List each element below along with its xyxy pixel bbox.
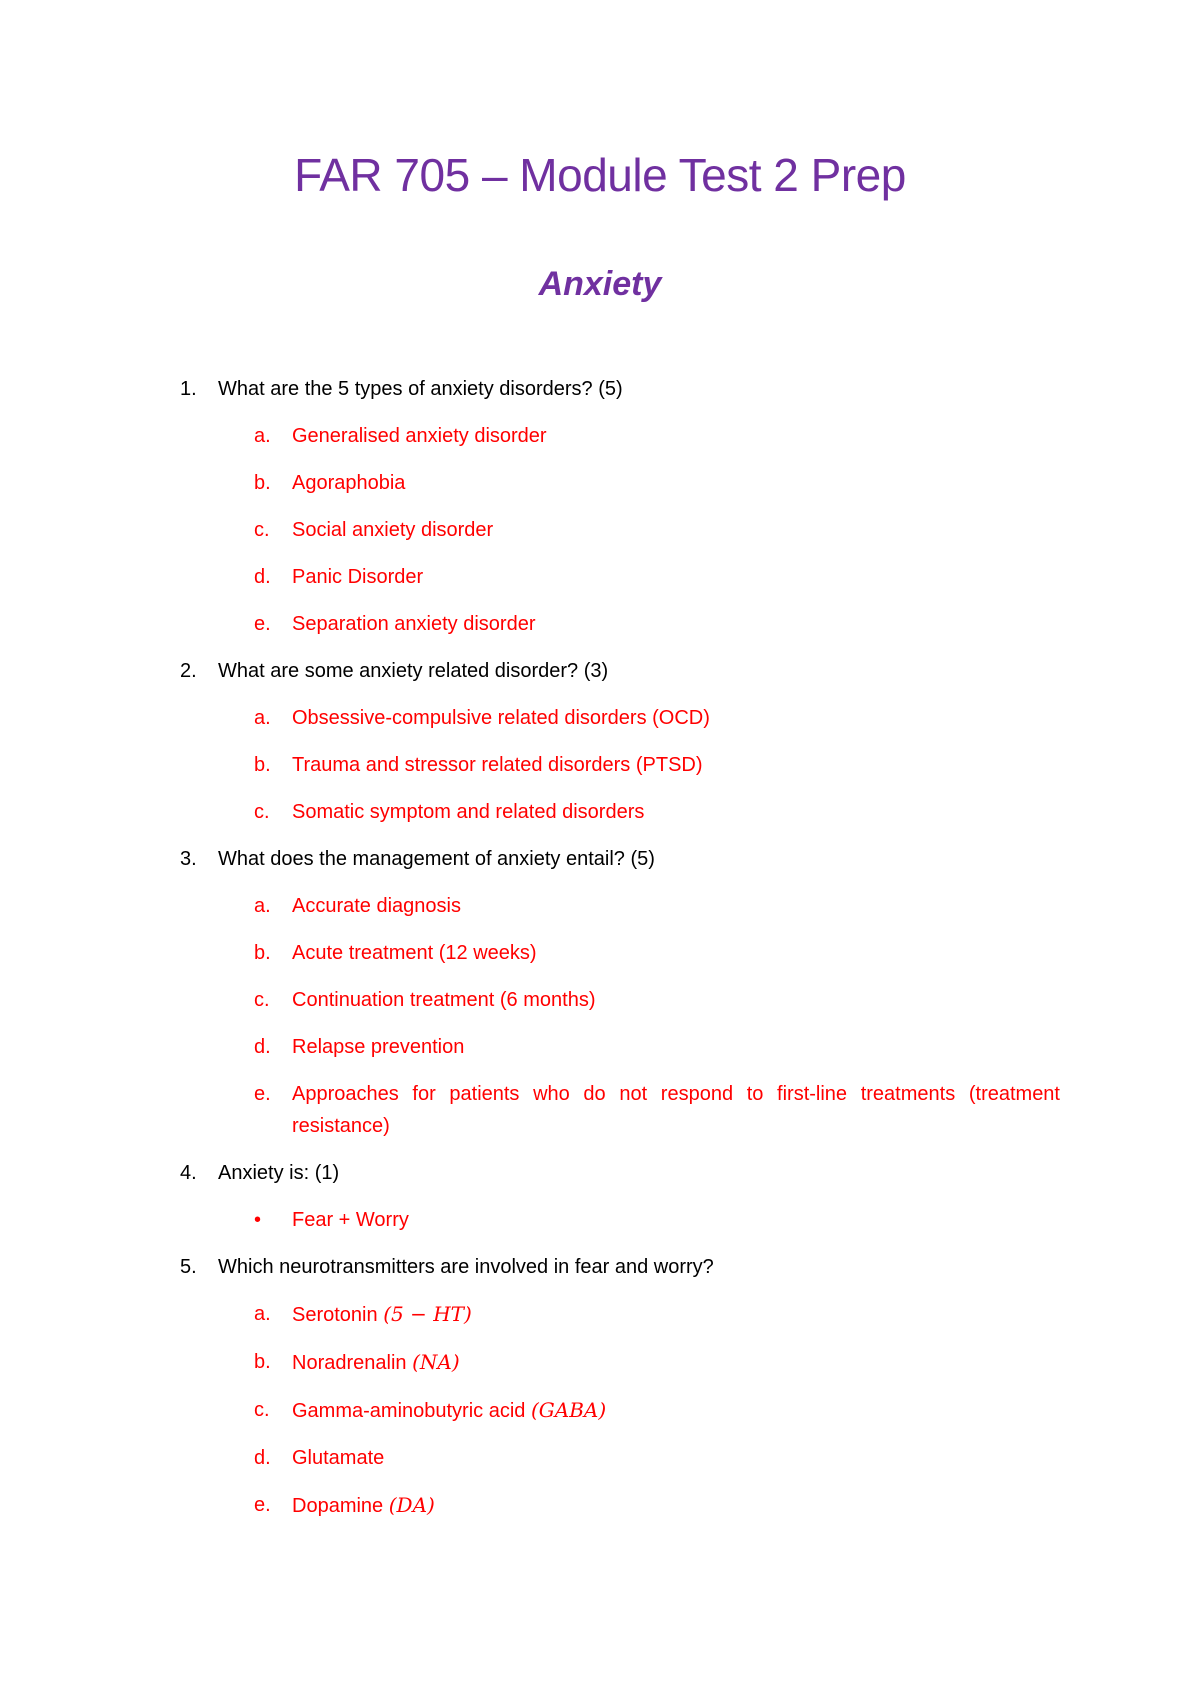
answer-text: Obsessive-compulsive related disorders (OCD) (292, 707, 710, 729)
question-number: 4. (180, 1162, 197, 1184)
question-number: 3. (180, 848, 197, 870)
answer-marker: a. (254, 1303, 271, 1325)
answer-item (180, 702, 1060, 734)
answer-marker: c. (254, 519, 270, 541)
answer-marker: c. (254, 989, 270, 1011)
answer-marker: a. (254, 425, 271, 447)
answer-item (180, 796, 1060, 828)
answer-item (180, 984, 1060, 1016)
answer-text: Serotonin (292, 1304, 378, 1326)
answer-list (180, 420, 1060, 640)
answer-list (180, 890, 1060, 1142)
answer-item (180, 937, 1060, 969)
answer-item (180, 608, 1060, 640)
answer-marker: b. (254, 1351, 271, 1373)
answer-marker: b. (254, 472, 271, 494)
math-notation: (NA) (412, 1350, 460, 1374)
answer-item (180, 1298, 1060, 1331)
answer-item (180, 1204, 1060, 1236)
answer-text: Generalised anxiety disorder (292, 425, 547, 447)
answer-item (180, 1442, 1060, 1474)
answer-text: Panic Disorder (292, 566, 424, 588)
answer-text: Relapse prevention (292, 1036, 465, 1058)
answer-item (180, 420, 1060, 452)
answer-marker: e. (254, 1494, 271, 1516)
question-text: What are some anxiety related disorder? (3) (218, 660, 609, 682)
answer-text: Gamma-aminobutyric acid (292, 1400, 526, 1422)
answer-text: Approaches for patients who do not respond to first-line treatments (treatment resistance) (292, 1083, 1060, 1137)
answer-text: Accurate diagnosis (292, 895, 461, 917)
answer-item (180, 1394, 1060, 1427)
answer-marker: d. (254, 566, 271, 588)
answer-text: Glutamate (292, 1447, 385, 1469)
answer-marker: c. (254, 1399, 270, 1421)
answer-text: Somatic symptom and related disorders (292, 801, 645, 823)
answer-item (180, 1346, 1060, 1379)
math-notation: (GABA) (530, 1398, 607, 1422)
answer-text: Social anxiety disorder (292, 519, 494, 541)
answer-item (180, 1078, 1060, 1142)
answer-item (180, 1031, 1060, 1063)
answer-marker: a. (254, 895, 271, 917)
answer-item (180, 1489, 1060, 1522)
question-item (180, 655, 1060, 828)
answer-marker: b. (254, 754, 271, 776)
question-list (180, 373, 1060, 1537)
question-item (180, 1157, 1060, 1236)
answer-text: Acute treatment (12 weeks) (292, 942, 537, 964)
question-item (180, 1251, 1060, 1522)
answer-item (180, 890, 1060, 922)
answer-list (180, 1298, 1060, 1522)
answer-marker: e. (254, 613, 271, 635)
answer-marker: e. (254, 1083, 271, 1105)
question-text: What does the management of anxiety entail? (5) (218, 848, 655, 870)
question-text: What are the 5 types of anxiety disorders? (5) (218, 378, 623, 400)
answer-item (180, 749, 1060, 781)
math-notation: (5 − HT) (383, 1302, 472, 1326)
math-notation: (DA) (388, 1493, 435, 1517)
page-title: FAR 705 – Module Test 2 Prep (294, 149, 906, 201)
question-text: Anxiety is: (1) (218, 1162, 340, 1184)
question-item (180, 373, 1060, 640)
answer-marker: b. (254, 942, 271, 964)
answer-text: Agoraphobia (292, 472, 406, 494)
answer-text: Continuation treatment (6 months) (292, 989, 596, 1011)
answer-text: Dopamine (292, 1495, 384, 1517)
answer-text: Noradrenalin (292, 1352, 407, 1374)
answer-list (180, 702, 1060, 828)
answer-marker: d. (254, 1036, 271, 1058)
question-number: 5. (180, 1256, 197, 1278)
question-item (180, 843, 1060, 1142)
answer-text: Separation anxiety disorder (292, 613, 536, 635)
answer-list (180, 1204, 1060, 1236)
answer-text: Trauma and stressor related disorders (PTSD) (292, 754, 703, 776)
answer-marker: c. (254, 801, 270, 823)
question-number: 1. (180, 378, 197, 400)
answer-item (180, 561, 1060, 593)
question-text: Which neurotransmitters are involved in fear and worry? (218, 1256, 714, 1278)
section-heading: Anxiety (538, 265, 662, 303)
answer-item (180, 514, 1060, 546)
answer-marker: a. (254, 707, 271, 729)
question-number: 2. (180, 660, 197, 682)
answer-marker: d. (254, 1447, 271, 1469)
answer-item (180, 467, 1060, 499)
answer-text: Fear + Worry (292, 1209, 409, 1231)
bullet-marker: • (254, 1209, 262, 1231)
